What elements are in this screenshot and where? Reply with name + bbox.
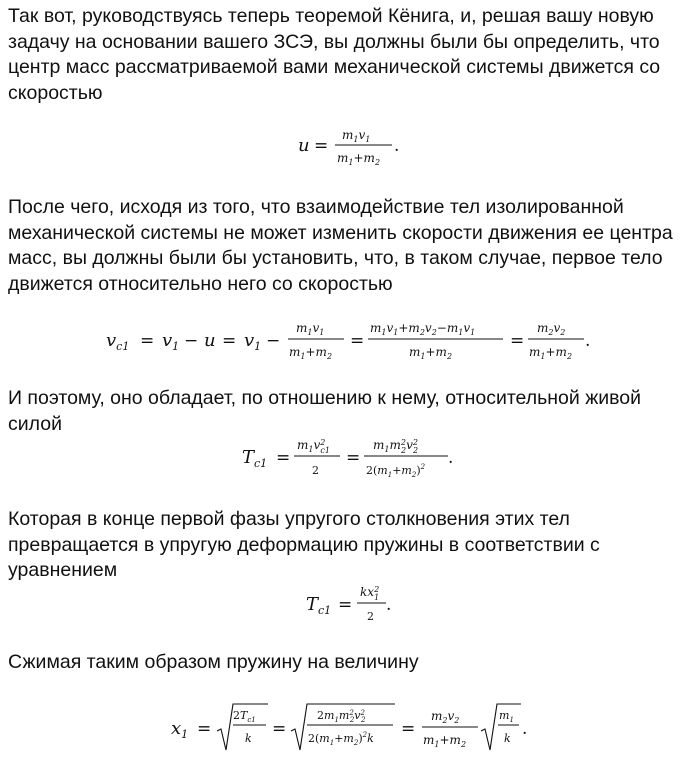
svg-text:m2v2: $m_2v_2$ [431,709,460,725]
svg-text:2m1m22v22: $2m_1m^2$ $2v^2$ 2 [317,709,366,724]
svg-text:=: = [350,331,365,351]
formula-relative-velocity [100,316,600,364]
svg-text:.: . [386,595,392,615]
svg-text:m1m22v22: $m_1m^2$ $2v^2$ 2 [373,438,419,455]
svg-text:m1+m2: $m_1+m_2$ [289,345,333,361]
svg-text:=: = [346,448,361,468]
svg-text:m1v1+m2v2−m1v1: $m_1v_1+m_2v_2-m_1v_1$ [370,321,476,337]
svg-text:2: 2 [312,464,319,477]
svg-text:kx21: $kx^2$ 1 [360,585,380,602]
svg-text:Tc1: $T_{c1}$ [306,594,332,617]
svg-text:.: . [522,719,528,739]
svg-text:−: − [266,331,281,351]
formula-center-of-mass-velocity [290,124,420,170]
svg-text:m1+m2: $m_1+m_2$ [423,733,467,749]
svg-text:=: = [272,719,287,739]
svg-text:m1+m2: $m_1+m_2$ [337,151,381,167]
svg-text:vc1: $v_{c1}$ [106,330,130,353]
svg-text:k: k [504,732,511,745]
svg-text:=: = [276,448,291,468]
svg-text:=: = [222,331,237,351]
svg-text:2: 2 [367,610,374,623]
svg-text:2(m1+m2)2: $2(m_1+m_2)^2$ [366,463,426,479]
svg-text:−: − [184,331,199,351]
formula-spring-compression [165,698,535,756]
svg-text:.: . [394,136,400,156]
formula-relative-kinetic-energy [236,432,466,482]
svg-text:m1+m2: $m_1+m_2$ [409,345,453,361]
svg-text:m1v2c1: $m_1v^2$ c1 [297,438,330,455]
paragraph-isolated-system: После чего, исходя из того, что взаимодействие тел изолированной механической системы не может изменить скорости движения ее центра масс, вы должны были бы установить, что, в таком случае, первое тело движется относительно него со скоростью [8,196,673,295]
svg-text:.: . [448,448,454,468]
svg-text:.: . [585,331,591,351]
svg-text:v1: $v_1$ [162,330,180,353]
svg-text:m1v1: $m_1v_1$ [342,128,371,144]
svg-text:2Tc1: $2T_{c1}$ [233,709,256,724]
svg-text:k: k [245,732,252,745]
svg-text:2(m1+m2)2k: $2(m_1+m_2)^2k$ [308,731,374,747]
svg-text:m1+m2: $m_1+m_2$ [529,345,573,361]
svg-text:=: = [140,331,155,351]
paragraph-spring-deformation: Которая в конце первой фазы упругого столкновения этих тел превращается в упругую деформацию пружины в соответствии с уравнением [8,508,600,581]
paragraph-kinetic-energy: И поэтому, оно обладает, по отношению к нему, относительной живой силой [8,387,642,435]
svg-text:v1: $v_1$ [244,330,262,353]
paragraph-koenig-theorem: Так вот, руководствуясь теперь теоремой Кёнига, и, решая вашу новую задачу на основании вашего ЗСЭ, вы должны были бы определить, что центр масс рассматриваемой вами механической системы движется со скоростью [8,5,661,104]
svg-text:=: = [197,719,212,739]
svg-text:=: = [401,719,416,739]
svg-text:m2v2: $m_2v_2$ [537,321,566,337]
formula-spring-energy [300,580,400,626]
svg-text:=: = [314,136,329,156]
svg-text:x1: $x_1$ [171,718,189,741]
svg-text:m1v1: $m_1v_1$ [296,321,325,337]
svg-text:u: u [204,330,216,351]
svg-text:=: = [338,595,353,615]
svg-text:u: u [298,135,310,156]
paragraph-compression: Сжимая таким образом пружину на величину [8,651,419,673]
svg-text:Tc1: $T_{c1}$ [242,447,268,470]
svg-text:=: = [510,331,525,351]
svg-text:m1: $m_1$ [499,709,514,724]
